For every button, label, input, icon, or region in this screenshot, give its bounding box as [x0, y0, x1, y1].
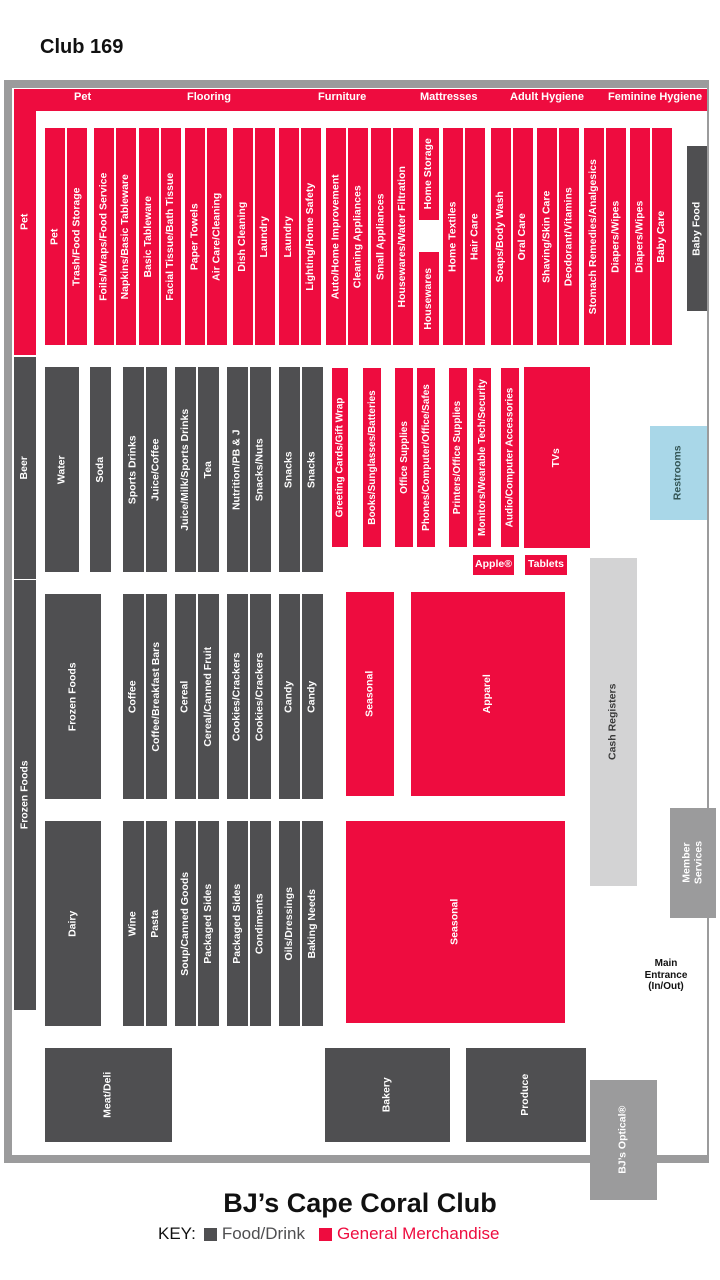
aisle-label: Cleaning Appliances	[351, 185, 364, 288]
top-label-pet: Pet	[74, 91, 92, 103]
aisle-label: Juice/Coffee	[149, 438, 162, 501]
aisle-air-care	[207, 128, 227, 345]
entrance-line: (In/Out)	[648, 981, 684, 992]
legend-food-label: Food/Drink	[221, 1224, 305, 1243]
seasonal-upper	[346, 592, 394, 796]
aisle-label: Pasta	[149, 909, 162, 938]
aisle-laundry-2	[279, 128, 299, 345]
aisle-label: Condiments	[253, 893, 266, 954]
aisle-label: Soaps/Body Wash	[494, 190, 507, 283]
aisle-home-textiles	[443, 128, 463, 345]
aisle-basic-tableware	[139, 128, 159, 345]
baby-food-label: Baby Food	[690, 201, 703, 256]
aisle-label: Laundry	[282, 215, 295, 258]
aisle-candy-2	[302, 594, 323, 799]
aisle-coffee-bars	[146, 594, 167, 799]
aisle-diapers	[606, 128, 626, 345]
meat-deli-label: Meat/Deli	[101, 1071, 114, 1119]
aisle-label: Office Supplies	[398, 421, 410, 494]
aisle-cereal	[175, 594, 196, 799]
left-wall-pet-label: Pet	[18, 213, 31, 231]
aisle-home-storage	[419, 128, 439, 220]
restrooms	[650, 426, 707, 520]
aisle-hair-care	[465, 128, 485, 345]
aisle-label: Wine	[126, 910, 139, 936]
aisle-label: Cookies/Crackers	[253, 652, 266, 741]
aisle-books	[362, 367, 382, 548]
aisle-label: Diapers/Wipes	[609, 200, 622, 273]
aisle-packaged-sides-2	[227, 821, 248, 1026]
apparel	[411, 592, 565, 796]
aisle-label: Tea	[201, 460, 214, 479]
bakery-label: Bakery	[380, 1077, 393, 1113]
aisle-label: Foils/Wraps/Food Service	[97, 172, 110, 301]
aisle-label: Home Textiles	[446, 201, 459, 272]
main-entrance	[636, 958, 696, 993]
aisle-pasta	[146, 821, 167, 1026]
aisle-label: Auto/Home Improvement	[329, 174, 342, 299]
aisle-facial-tissue	[161, 128, 181, 345]
club-number: Club 169	[40, 36, 124, 58]
aisle-oils	[279, 821, 300, 1026]
aisle-diapers-2	[630, 128, 650, 345]
store-title: BJ’s Cape Coral Club	[223, 1188, 497, 1218]
aisle-label: Basic Tableware	[142, 195, 155, 278]
tablets-label: Tablets	[528, 558, 564, 571]
aisle-label: Trash/Food Storage	[70, 187, 83, 286]
left-wall-frozen-foods-label: Frozen Foods	[18, 760, 31, 830]
tvs	[524, 367, 590, 548]
aisle-soup	[175, 821, 196, 1026]
aisle-deodorant	[559, 128, 579, 345]
aisle-label: Housewares/Water Filtration	[396, 165, 409, 308]
aisle-label: Books/Sunglasses/Batteries	[366, 390, 378, 525]
seasonal-label: Seasonal	[448, 898, 461, 946]
aisle-soda	[90, 367, 111, 572]
apple-label: Apple®	[475, 558, 512, 571]
aisle-label: Home Storage	[422, 138, 435, 210]
aisle-label: Small Appliances	[374, 193, 387, 280]
aisle-label: Dairy	[66, 910, 79, 937]
aisle-label: Laundry	[258, 215, 271, 258]
aisle-label: Soda	[93, 456, 106, 483]
left-wall-beer	[14, 357, 36, 579]
aisle-label: Greeting Cards/Gift Wrap	[334, 397, 346, 518]
meat-deli	[45, 1048, 172, 1142]
aisle-snacks-2	[302, 367, 323, 572]
aisle-label: Soup/Canned Goods	[178, 871, 191, 976]
produce	[466, 1048, 586, 1142]
top-label-mattresses: Mattresses	[420, 91, 478, 103]
aisle-label: Diapers/Wipes	[633, 200, 646, 273]
legend-key-label: KEY:	[158, 1224, 196, 1243]
aisle-label: Air Care/Cleaning	[210, 192, 223, 281]
aisle-label: Dish Cleaning	[236, 201, 249, 272]
aisle-label: Water	[55, 455, 68, 484]
aisle-office-supplies	[394, 367, 414, 548]
aisle-soaps	[491, 128, 511, 345]
aisle-dish-cleaning	[233, 128, 253, 345]
aisle-label: Audio/Computer Accessories	[504, 387, 516, 528]
top-label-feminine-hygiene: Feminine Hygiene	[608, 91, 703, 103]
cash-registers-label: Cash Registers	[606, 683, 619, 761]
aisle-label: Snacks/Nuts	[253, 437, 266, 502]
aisle-printers	[448, 367, 468, 548]
aisle-cookies	[227, 594, 248, 799]
aisle-label: Coffee/Breakfast Bars	[149, 641, 162, 752]
food-swatch-icon	[204, 1228, 217, 1241]
aisle-audio	[500, 367, 520, 548]
produce-label: Produce	[519, 1073, 532, 1116]
seasonal-label: Seasonal	[363, 670, 376, 718]
aisle-label: Cookies/Crackers	[230, 652, 243, 741]
aisle-label: Baby Care	[655, 210, 668, 263]
aisle-laundry	[255, 128, 275, 345]
aisle-nutrition	[227, 367, 248, 572]
aisle-label: Packaged Sides	[230, 883, 243, 964]
aisle-label: Oils/Dressings	[282, 886, 295, 961]
aisle-label: Oral Care	[516, 212, 529, 261]
aisle-monitors	[472, 367, 492, 548]
aisle-napkins	[116, 128, 136, 345]
aisle-condiments	[250, 821, 271, 1026]
aisle-cereal-fruit	[198, 594, 219, 799]
aisle-label: Paper Towels	[188, 203, 201, 270]
seasonal-lower	[346, 821, 565, 1023]
aisle-trash-food-storage	[67, 128, 87, 345]
aisle-label: Coffee	[126, 680, 139, 713]
left-wall-frozen-foods	[14, 580, 36, 1010]
aisle-coffee	[123, 594, 144, 799]
aisle-label: Lighting/Home Safety	[304, 182, 317, 291]
member-services	[670, 808, 716, 918]
aisle-foils-wraps	[94, 128, 114, 345]
baby-food	[687, 146, 707, 311]
aisle-label: Juice/Milk/Sports Drinks	[178, 408, 191, 531]
left-wall-pet	[14, 89, 36, 355]
aisle-label: Printers/Office Supplies	[452, 400, 464, 515]
aisle-housewares-water	[393, 128, 413, 345]
aisle-label: Frozen Foods	[66, 662, 79, 731]
aisle-shaving	[537, 128, 557, 345]
aisle-pet	[45, 128, 65, 345]
top-label-flooring: Flooring	[187, 91, 231, 103]
apparel-label: Apparel	[481, 674, 494, 714]
aisle-label: Shaving/Skin Care	[540, 190, 553, 283]
aisle-label: Nutrition/PB & J	[230, 429, 243, 510]
aisle-label: Housewares	[422, 267, 435, 330]
top-label-adult-hygiene: Adult Hygiene	[510, 91, 584, 103]
aisle-label: Sports Drinks	[126, 435, 139, 504]
entrance-line: Entrance	[644, 969, 688, 981]
aisle-phones	[416, 367, 436, 548]
top-label-furniture: Furniture	[318, 91, 367, 103]
aisle-cleaning-appliances	[348, 128, 368, 345]
aisle-water	[45, 367, 79, 572]
aisle-wine	[123, 821, 144, 1026]
aisle-housewares	[419, 252, 439, 345]
aisle-label: Snacks	[282, 451, 295, 488]
aisle-stomach-remedies	[584, 128, 604, 345]
aisle-label: Cereal	[178, 680, 191, 713]
aisle-oral-care	[513, 128, 533, 345]
aisle-snacks	[279, 367, 300, 572]
aisle-snacks-nuts	[250, 367, 271, 572]
aisle-label: Napkins/Basic Tableware	[119, 173, 132, 300]
aisle-label: Baking Needs	[305, 888, 318, 959]
bjs-optical-label: BJ’s Optical®	[616, 1105, 629, 1175]
aisle-label: Stomach Remedies/Analgesics	[587, 158, 600, 315]
tvs-label: TVs	[550, 447, 563, 468]
aisle-label: Cereal/Canned Fruit	[201, 646, 214, 747]
aisle-label: Packaged Sides	[201, 883, 214, 964]
aisle-label: Snacks	[305, 451, 318, 488]
dairy	[45, 821, 101, 1026]
aisle-label: Deodorant/Vitamins	[562, 186, 575, 286]
aisle-small-appliances	[371, 128, 391, 345]
aisle-candy	[279, 594, 300, 799]
aisle-juice-coffee	[146, 367, 167, 572]
aisle-label: Pet	[48, 228, 61, 245]
aisle-sports-drinks	[123, 367, 144, 572]
entrance-line: Main	[654, 958, 678, 969]
bakery	[325, 1048, 450, 1142]
cash-registers	[590, 558, 637, 886]
aisle-paper-towels	[185, 128, 205, 345]
legend-gm-label: General Merchandise	[336, 1224, 500, 1243]
apple-section	[472, 554, 515, 576]
aisle-juice-milk	[175, 367, 196, 572]
member-services-label: Member Services	[680, 841, 704, 885]
aisle-greeting-cards	[331, 367, 349, 548]
aisle-tea	[198, 367, 219, 572]
aisle-label: Facial Tissue/Bath Tissue	[164, 172, 177, 301]
aisle-label: Candy	[282, 680, 295, 713]
gm-swatch-icon	[319, 1228, 332, 1241]
restrooms-label: Restrooms	[671, 445, 684, 501]
aisle-baking	[302, 821, 323, 1026]
aisle-label: Candy	[305, 680, 318, 713]
left-wall-beer-label: Beer	[18, 456, 31, 480]
aisle-label: Phones/Computer/Office/Safes	[420, 384, 432, 531]
aisle-label: Monitors/Wearable Tech/Security	[476, 379, 488, 536]
tablets-section	[524, 554, 568, 576]
aisle-auto-home	[326, 128, 346, 345]
aisle-cookies-2	[250, 594, 271, 799]
aisle-label: Hair Care	[468, 213, 481, 260]
aisle-baby-care	[652, 128, 672, 345]
bjs-optical	[590, 1080, 657, 1200]
frozen-foods-aisle	[45, 594, 101, 799]
aisle-lighting	[301, 128, 321, 345]
aisle-packaged-sides	[198, 821, 219, 1026]
legend	[158, 1224, 499, 1244]
